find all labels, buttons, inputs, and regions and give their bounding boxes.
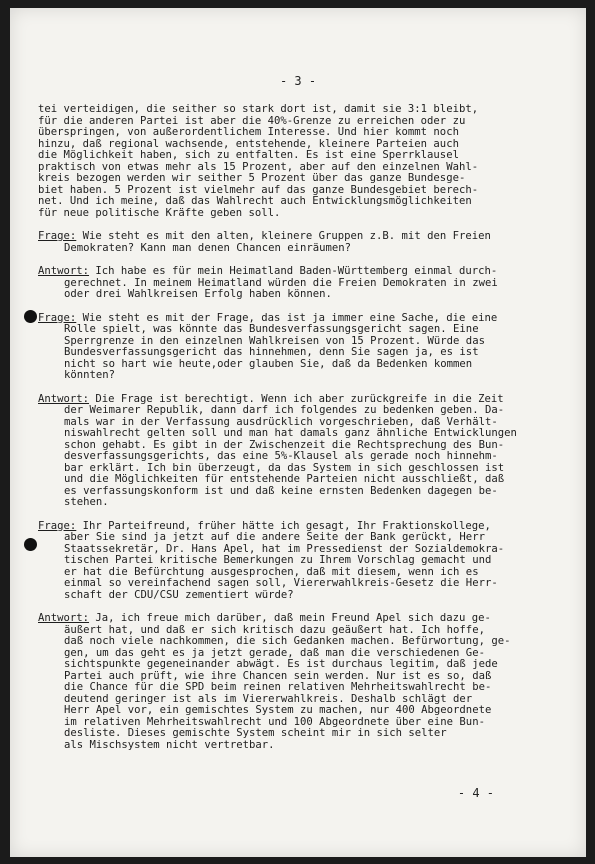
text-line: Wie steht es mit den alten, kleinere Gruppen z.B. mit den Freien: [76, 230, 491, 242]
document-body: [38, 104, 558, 763]
text-line: die Chance für die SPD beim reinen relativen Mehrheitswahlrecht be-: [64, 681, 492, 693]
antwort-label: Antwort:: [38, 265, 90, 277]
text-line: für die anderen Partei ist aber die 40%-Grenze zu erreichen oder zu: [38, 114, 466, 127]
antwort-block: [38, 266, 558, 301]
text-line: kreis bezogen werden wir seither 5 Prozent über das ganze Bundesge-: [38, 172, 466, 184]
antwort-label: Antwort:: [38, 392, 90, 405]
text-line: hinzu, daß regional wachsende, entstehende, kleinere Parteien auch: [38, 137, 459, 150]
paragraph: [38, 104, 558, 219]
antwort-block: [38, 613, 558, 751]
frage-label: Frage:: [38, 311, 77, 324]
text-line: der Weimarer Republik, dann darf ich folgendes zu bedenken geben. Da-: [64, 404, 505, 416]
frage-label: Frage:: [38, 230, 77, 242]
text-line: Staatssekretär, Dr. Hans Apel, hat im Pressedienst der Sozialdemokra-: [64, 542, 505, 555]
text-line: Partei auch prüft, wie ihre Chancen sein werden. Nur ist es so, daß: [64, 669, 492, 682]
frage-label: Frage:: [38, 519, 77, 532]
text-line: schon gehabt. Es gibt in der Zwischenzeit die Rechtsprechung des Bun-: [64, 438, 505, 451]
text-line: biet haben. 5 Prozent ist vielmehr auf das ganze Bundesgebiet berech-: [38, 183, 479, 196]
text-line: gerechnet. In meinem Heimatland würden die Freien Demokraten in zwei: [64, 276, 498, 289]
text-line: Rolle spielt, was könnte das Bundesverfassungsgericht sagen. Eine: [64, 323, 479, 335]
text-line: daß noch viele nachkommen, die sich Gedanken machen. Befürwortung, ge-: [64, 635, 511, 647]
text-line: die Möglichkeit haben, sich zu entfalten. Es ist eine Sperrklausel: [38, 149, 459, 161]
text-line: Ich habe es für mein Heimatland Baden-Württemberg einmal durch-: [89, 265, 498, 277]
text-line: Die Frage ist berechtigt. Wenn ich aber zurückgreife in die Zeit: [89, 392, 504, 405]
text-line: aber Sie sind ja jetzt auf die andere Seite der Bank gerückt, Herr: [64, 531, 485, 543]
text-line: oder drei Wahlkreisen Erfolg haben können.: [64, 288, 332, 300]
text-line: überspringen, von außerordentlichem Interesse. Und hier kommt noch: [38, 126, 459, 138]
text-line: Wie steht es mit der Frage, das ist ja immer eine Sache, die eine: [76, 311, 498, 324]
text-line: es verfassungskonform ist und daß keine ernsten Bedenken dagegen be-: [64, 484, 498, 497]
text-line: Ihr Parteifreund, früher hätte ich gesagt, Ihr Fraktionskollege,: [76, 519, 491, 532]
text-line: Bundesverfassungsgericht das hinnehmen, denn Sie sagen ja, es ist: [64, 346, 479, 358]
text-line: Herr Apel vor, ein gemischtes System zu machen, nur 400 Abgeordnete: [64, 704, 492, 716]
text-line: praktisch von etwas mehr als 15 Prozent, aber auf den einzelnen Wahl-: [38, 160, 479, 173]
text-line: schaft der CDU/CSU zementiert würde?: [64, 588, 294, 601]
frage-block: [38, 231, 558, 254]
text-line: für neue politische Kräfte geben soll.: [38, 206, 281, 219]
punch-hole-top: [24, 310, 37, 323]
antwort-label: Antwort:: [38, 612, 90, 624]
text-line: deutend geringer ist als im Viererwahlkreis. Deshalb schlägt der: [64, 692, 473, 705]
document-page: [10, 8, 586, 857]
text-line: mals war in der Verfassung ausdrücklich vorgeschrieben, daß Verhält-: [64, 415, 498, 428]
text-line: tei verteidigen, die seither so stark dort ist, damit sie 3:1 bleibt,: [38, 103, 479, 115]
text-line: niswahlrecht gelten soll und man hat damals ganz ähnliche Entwicklungen: [64, 427, 517, 439]
text-line: könnten?: [64, 369, 116, 381]
text-line: Demokraten? Kann man denen Chancen einräumen?: [64, 241, 352, 254]
text-line: Sperrgrenze in den einzelnen Wahlkreisen von 15 Prozent. Würde das: [64, 334, 485, 347]
frage-block: [38, 521, 558, 602]
text-line: äußert hat, und daß er sich kritisch dazu geäußert hat. Ich hoffe,: [64, 623, 485, 636]
antwort-block: [38, 394, 558, 509]
text-line: sichtspunkte gegeneinander abwägt. Es ist durchaus legitim, daß jede: [64, 658, 498, 670]
text-line: gen, um das geht es ja jetzt gerade, daß man die verschiedenen Ge-: [64, 646, 485, 659]
text-line: stehen.: [64, 496, 109, 508]
text-line: einmal so vereinfachend sagen soll, Viererwahlkreis-Gesetz die Herr-: [64, 577, 498, 589]
continuation-marker: - 4 -: [457, 786, 494, 800]
text-line: im relativen Mehrheitswahlrecht und 100 Abgeordnete über eine Bun-: [64, 715, 485, 728]
text-line: Ja, ich freue mich darüber, daß mein Freund Apel sich dazu ge-: [89, 612, 491, 624]
text-line: desverfassungsgerichts, das eine 5%-Klausel als gerade noch hinnehm-: [64, 450, 498, 462]
text-line: tischen Partei kritische Bemerkungen zu Ihrem Vorschlag gemacht und: [64, 554, 492, 566]
text-line: als Mischsystem nicht vertretbar.: [64, 738, 275, 751]
text-line: und die Möglichkeiten für entstehende Parteien nicht ausschließt, daß: [64, 473, 505, 485]
text-line: nicht so hart wie heute,oder glauben Sie, daß da Bedenken kommen: [64, 357, 473, 370]
punch-hole-bottom: [24, 538, 37, 551]
text-line: er hat die Befürchtung ausgesprochen, daß mit diesem, wenn ich es: [64, 565, 479, 578]
page-number: - 3 -: [279, 74, 317, 88]
frage-block: [38, 313, 558, 382]
text-line: net. Und ich meine, daß das Wahlrecht auch Entwicklungsmöglichkeiten: [38, 195, 472, 207]
text-line: bar erklärt. Ich bin überzeugt, da das System in sich geschlossen ist: [64, 461, 505, 474]
text-line: desliste. Dieses gemischte System scheint mir in sich selter: [64, 727, 447, 739]
